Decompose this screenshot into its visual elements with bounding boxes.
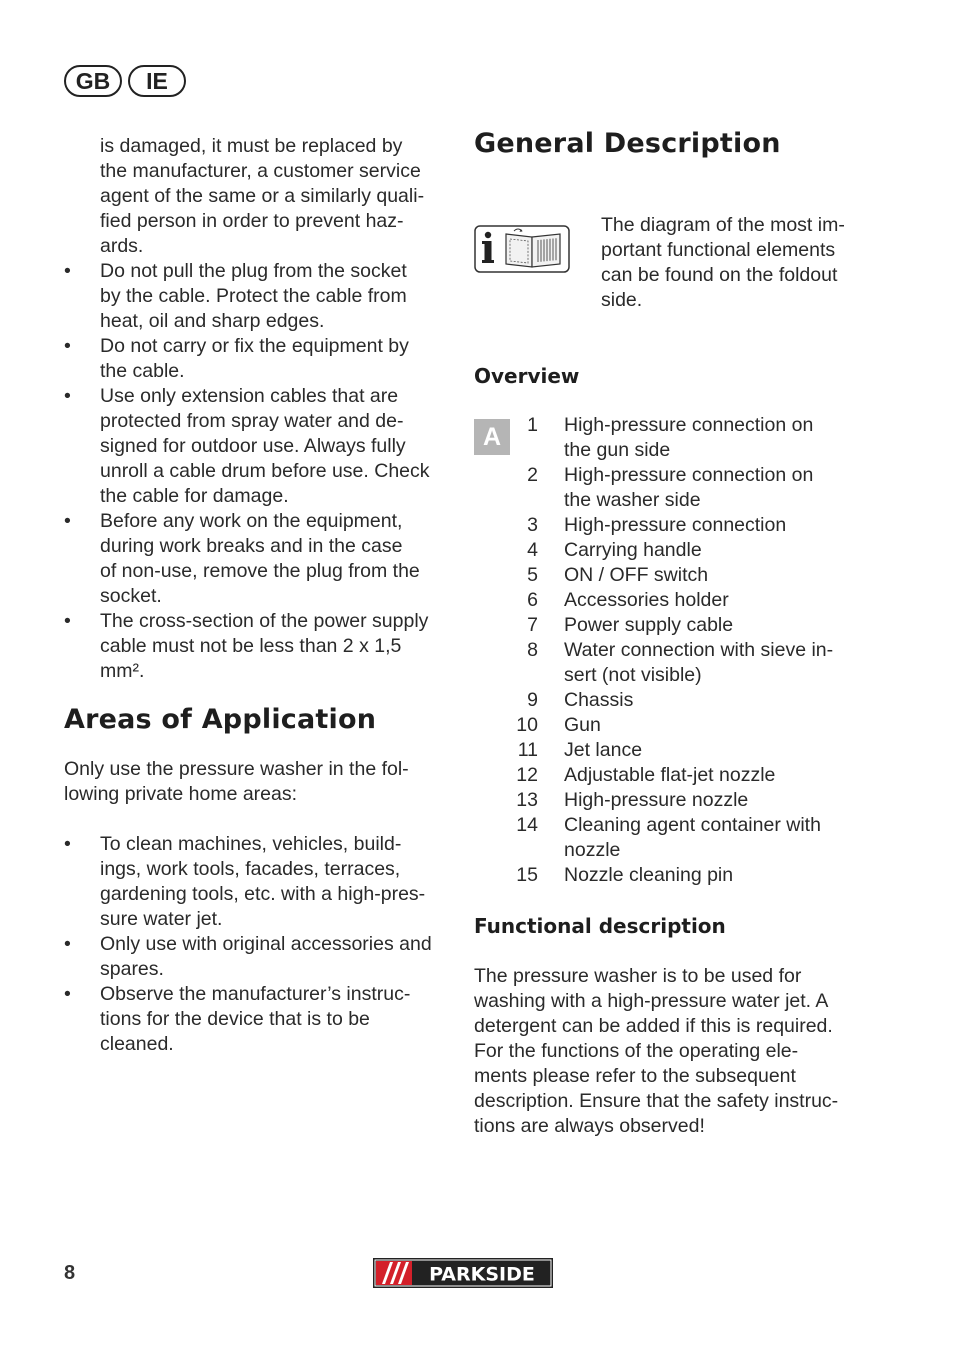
bullet-icon: • bbox=[64, 260, 71, 282]
functional-description-text: The pressure washer is to be used for washing with a high-pressure water jet. A detergent can be added if this is required. For the functions of the operating ele- ments please refer to the subsequent description. Ensure that the safety instruc- tions are always observed! bbox=[474, 965, 839, 1137]
country-badges bbox=[64, 65, 186, 97]
brand-name: PARKSIDE bbox=[429, 1263, 535, 1286]
list-item: 9 Chassis bbox=[527, 689, 634, 711]
overview-heading: Overview bbox=[474, 364, 580, 388]
list-item: 14 Cleaning agent container with nozzle bbox=[516, 814, 821, 861]
continuation-text: is damaged, it must be replaced by the manufacturer, a customer service agent of the same or a similarly quali- fied person in order to prevent haz- ards. bbox=[100, 135, 425, 257]
list-item: 1 High-pressure connection on the gun side bbox=[527, 414, 814, 461]
right-column bbox=[474, 128, 874, 1139]
list-item: • Do not carry or fix the equipment by the cable. bbox=[64, 335, 409, 382]
bullet-icon: • bbox=[64, 510, 71, 532]
info-text: The diagram of the most im- portant functional elements can be found on the foldout side. bbox=[601, 214, 845, 311]
info-manual-icon bbox=[474, 225, 570, 273]
list-item: • Do not pull the plug from the socket by the cable. Protect the cable from heat, oil and sharp edges. bbox=[64, 260, 407, 332]
list-item: 3 High-pressure connection bbox=[527, 514, 787, 536]
list-item: 13 High-pressure nozzle bbox=[516, 789, 749, 811]
list-item: • Only use with original accessories and spares. bbox=[64, 933, 432, 980]
areas-intro: Only use the pressure washer in the fol- lowing private home areas: bbox=[64, 758, 409, 805]
bullet-icon: • bbox=[64, 335, 71, 357]
bullet-icon: • bbox=[64, 385, 71, 407]
list-item: • Observe the manufacturer’s instruc- tions for the device that is to be cleaned. bbox=[64, 983, 411, 1055]
list-item: 4 Carrying handle bbox=[527, 539, 702, 561]
overview-list bbox=[474, 413, 874, 888]
list-item: 7 Power supply cable bbox=[527, 614, 734, 636]
functional-description-heading: Functional description bbox=[474, 914, 726, 938]
list-item: 11 Jet lance bbox=[517, 739, 643, 761]
bullet-icon: • bbox=[64, 610, 71, 632]
bullet-icon: • bbox=[64, 933, 71, 955]
page-number: 8 bbox=[64, 1262, 76, 1284]
list-item: • The cross-section of the power supply cable must not be less than 2 x 1,5 mm². bbox=[64, 610, 429, 682]
bullet-icon: • bbox=[64, 983, 71, 1005]
bullet-icon: • bbox=[64, 833, 71, 855]
left-column bbox=[64, 134, 454, 1057]
list-item: 8 Water connection with sieve in- sert (not visible) bbox=[527, 639, 834, 686]
info-note bbox=[474, 185, 874, 311]
list-item: 6 Accessories holder bbox=[527, 589, 729, 611]
parkside-logo bbox=[373, 1258, 553, 1288]
country-badge-gb: GB bbox=[64, 65, 122, 97]
list-item: 5 ON / OFF switch bbox=[527, 564, 709, 586]
figure-a-marker: A bbox=[474, 419, 510, 455]
list-item: 12 Adjustable flat-jet nozzle bbox=[516, 764, 776, 786]
list-item: • Before any work on the equipment, during work breaks and in the case of non-use, remove the plug from the socket. bbox=[64, 510, 420, 607]
list-item: • Use only extension cables that are protected from spray water and de- signed for outdoor use. Always fully unroll a cable drum before use. Check the cable for damage. bbox=[64, 385, 430, 507]
country-badge-ie: IE bbox=[128, 65, 186, 97]
list-item: 15 Nozzle cleaning pin bbox=[516, 864, 734, 886]
list-item: 10 Gun bbox=[516, 714, 601, 736]
general-description-heading: General Description bbox=[474, 128, 781, 159]
list-item: 2 High-pressure connection on the washer side bbox=[527, 464, 814, 511]
areas-of-application-heading: Areas of Application bbox=[64, 704, 377, 735]
list-item: • To clean machines, vehicles, build- ings, work tools, facades, terraces, gardening tools, etc. with a high-pres- sure water jet. bbox=[64, 833, 426, 930]
